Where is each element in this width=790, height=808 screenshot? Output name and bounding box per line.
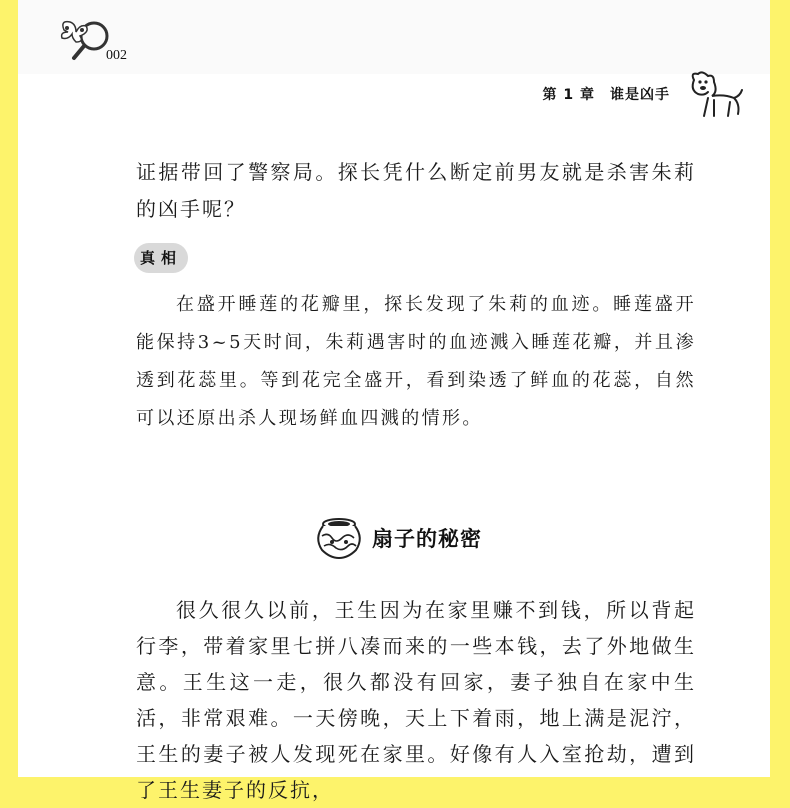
section-title: 扇子的秘密 (372, 527, 482, 551)
page-number: 002 (106, 48, 127, 63)
intro-paragraph: 证据带回了警察局。探长凭什么断定前男友就是杀害朱莉的凶手呢？ (136, 160, 696, 221)
book-page (18, 0, 770, 802)
story-paragraph: 很久很久以前，王生因为在家里赚不到钱，所以背起行李，带着家里七拼八凑而来的一些本钱，去了外地做生意。王生这一走，很久都没有回家，妻子独自在家中生活，非常艰难。一天傍晚，天上下着雨，地上满是泥泞，王生的妻子被人发现死在家里。好像有人入室抢劫，遭到了王生妻子的反抗， (136, 598, 696, 802)
dog-icon (684, 70, 748, 120)
truth-paragraph: 在盛开睡莲的花瓣里，探长发现了朱莉的血迹。睡莲盛开能保持3~5天时间，朱莉遇害时的血迹溅入睡莲花瓣，并且渗透到花蕊里。等到花完全盛开，看到染透了鲜血的花蕊，自然可以还原出杀人现场鲜血四溅的情形。 (136, 294, 696, 429)
truth-badge: 真相 (134, 243, 188, 273)
chapter-header: 第 1 章 谁是凶手 (542, 87, 670, 103)
header-strip (18, 0, 770, 74)
section-heading (312, 516, 482, 560)
vase-icon (312, 516, 366, 560)
